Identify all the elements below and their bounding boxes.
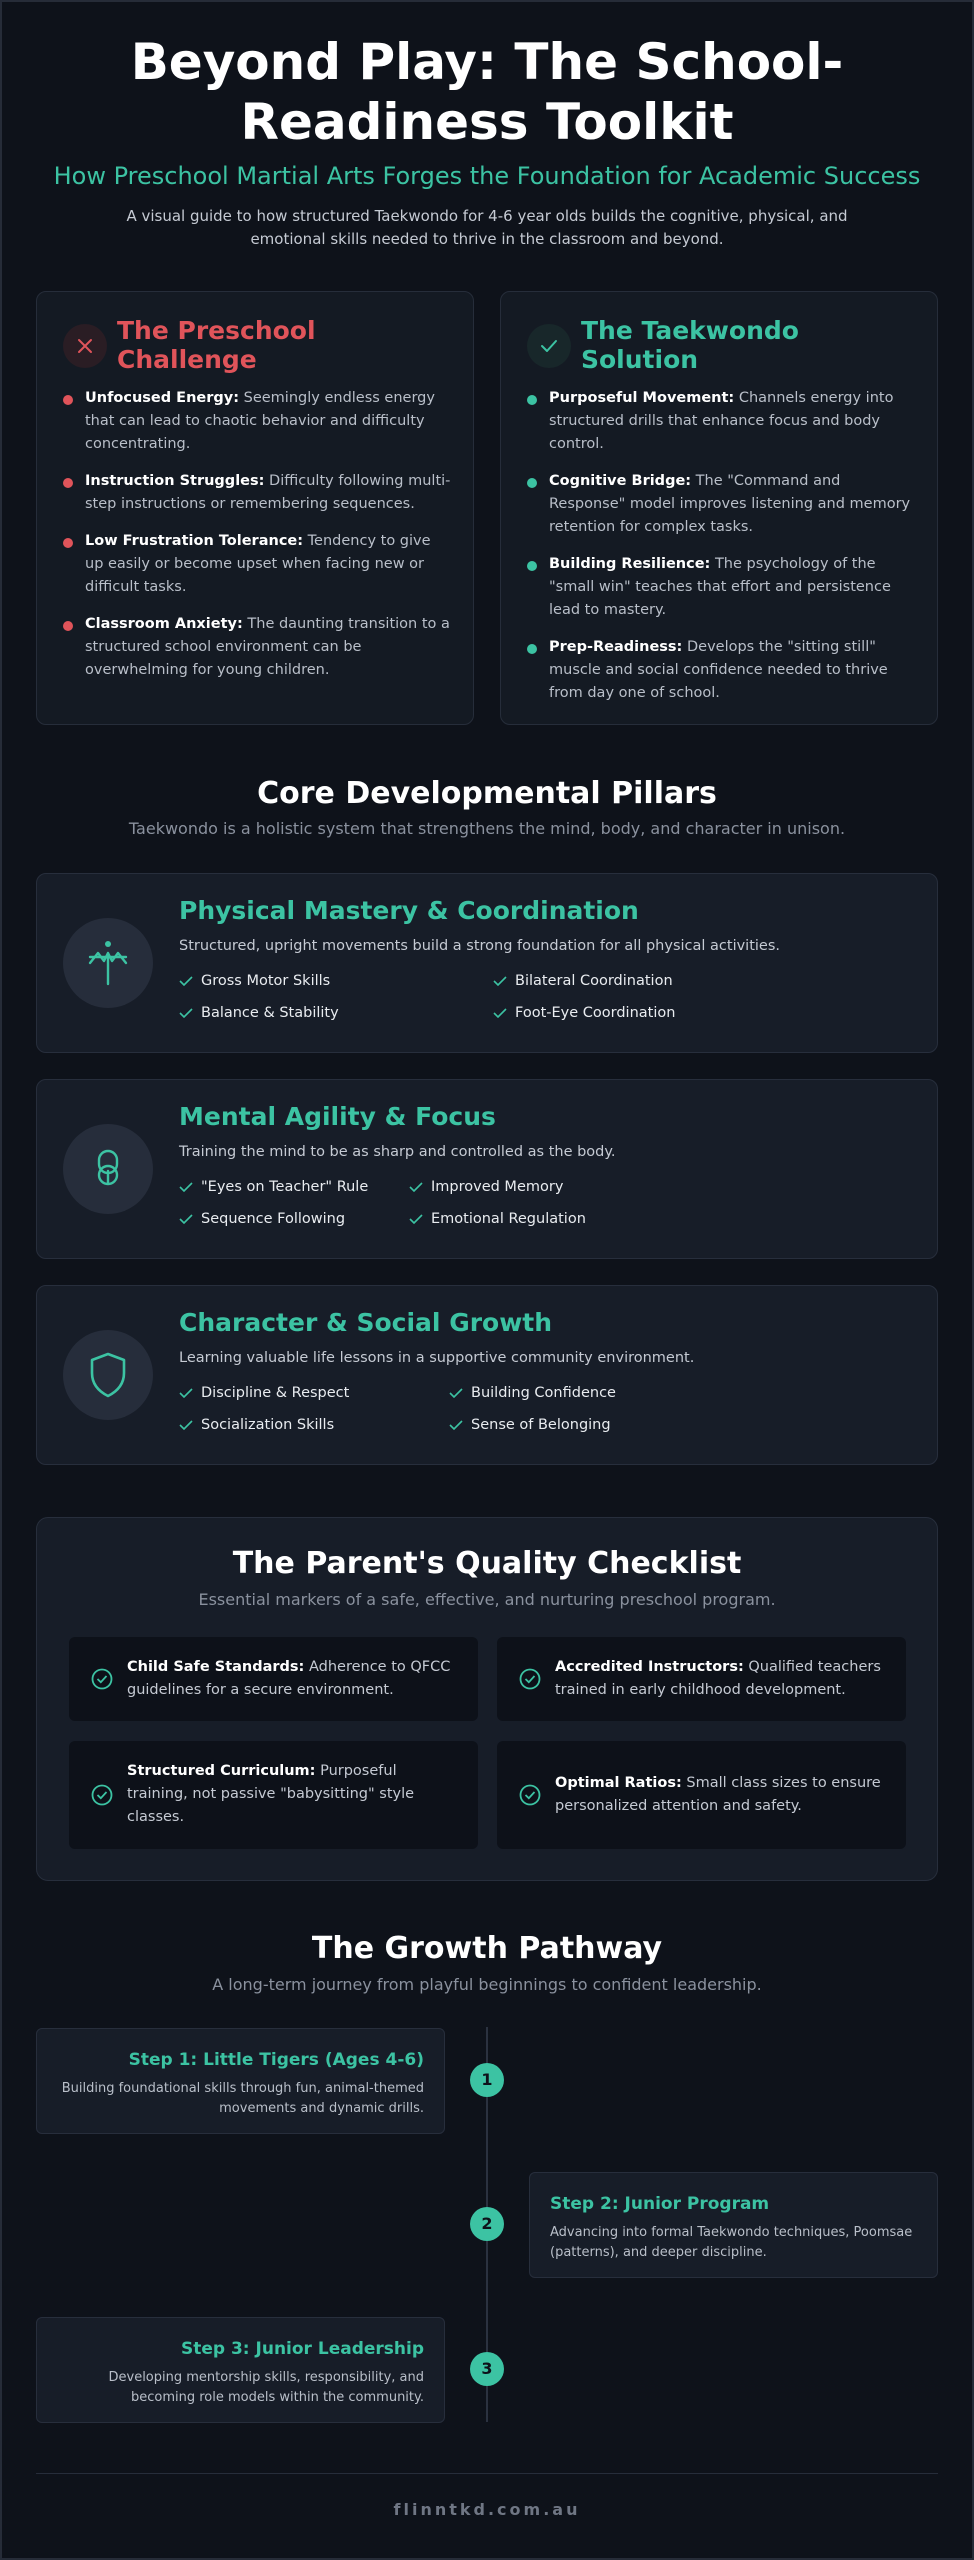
step-card-2 bbox=[529, 2172, 938, 2278]
challenge-item: Low Frustration Tolerance: Tendency to give up easily or become upset when facing new or difficult tasks. bbox=[63, 530, 453, 599]
pillar-feature: "Eyes on Teacher" Rule bbox=[179, 1177, 368, 1197]
checklist-term: Accredited Instructors: bbox=[555, 1659, 744, 1675]
solution-list bbox=[527, 387, 917, 719]
pillar-feature: Discipline & Respect bbox=[179, 1383, 349, 1403]
checklist-item bbox=[497, 1637, 906, 1721]
challenge-list bbox=[63, 387, 453, 696]
checklist-term: Structured Curriculum: bbox=[127, 1763, 316, 1779]
athlete-icon bbox=[63, 918, 153, 1008]
pillar-desc: Training the mind to be as sharp and controlled as the body. bbox=[179, 1144, 616, 1160]
page-title: Beyond Play: The School-Readiness Toolkit bbox=[130, 33, 844, 151]
step-desc: Building foundational skills through fun, animal-themed movements and dynamic drills. bbox=[61, 2081, 424, 2116]
step-title: Step 1: Little Tigers (Ages 4-6) bbox=[128, 2050, 424, 2070]
pathway-title: The Growth Pathway bbox=[311, 1931, 663, 1966]
solution-item: Purposeful Movement: Channels energy into structured drills that enhance focus and body control. bbox=[527, 387, 917, 456]
pillar-card-mental bbox=[36, 1079, 938, 1259]
checklist-term: Optimal Ratios: bbox=[555, 1775, 682, 1791]
pillar-feature: Sense of Belonging bbox=[449, 1415, 611, 1435]
challenge-item: Classroom Anxiety: The daunting transition to a structured school environment can be overwhelming for young children. bbox=[63, 613, 453, 682]
checklist-term: Child Safe Standards: bbox=[127, 1659, 305, 1675]
checklist-item bbox=[69, 1741, 478, 1849]
pathway-subtitle: A long-term journey from playful beginnings to confident leadership. bbox=[212, 1975, 762, 1994]
lock-icon bbox=[63, 1124, 153, 1214]
step-title: Step 3: Junior Leadership bbox=[180, 2339, 424, 2359]
solution-item: Building Resilience: The psychology of the "small win" teaches that effort and persistence lead to mastery. bbox=[527, 553, 917, 622]
step-title: Step 2: Junior Program bbox=[550, 2194, 770, 2214]
pillar-feature: Improved Memory bbox=[409, 1177, 563, 1197]
solution-card bbox=[500, 291, 938, 725]
challenge-item: Instruction Struggles: Difficulty following multi-step instructions or remembering sequences. bbox=[63, 470, 453, 516]
checklist-item bbox=[69, 1637, 478, 1721]
challenge-card bbox=[36, 291, 474, 725]
pillar-feature: Balance & Stability bbox=[179, 1003, 339, 1023]
pillar-feature: Gross Motor Skills bbox=[179, 971, 330, 991]
check-circle-icon bbox=[519, 1784, 541, 1806]
pillar-feature: Building Confidence bbox=[449, 1383, 616, 1403]
quality-checklist bbox=[36, 1517, 938, 1881]
checklist-text: Qualified teachers trained in early childhood development. bbox=[555, 1659, 881, 1698]
pillar-desc: Learning valuable life lessons in a supportive community environment. bbox=[179, 1350, 695, 1366]
step-number-1: 1 bbox=[470, 2063, 504, 2097]
close-icon bbox=[63, 324, 107, 368]
check-circle-icon bbox=[91, 1784, 113, 1806]
checklist-text: Purposeful training, not passive "babysitting" style classes. bbox=[127, 1763, 415, 1825]
pillar-desc: Structured, upright movements build a strong foundation for all physical activities. bbox=[179, 938, 781, 954]
solution-item: Cognitive Bridge: The "Command and Response" model improves listening and memory retention for complex tasks. bbox=[527, 470, 917, 539]
pillar-card-physical bbox=[36, 873, 938, 1053]
checklist-subtitle: Essential markers of a safe, effective, and nurturing preschool program. bbox=[198, 1590, 776, 1609]
checklist-text: Adherence to QFCC guidelines for a secure environment. bbox=[127, 1659, 451, 1698]
step-card-1 bbox=[36, 2028, 445, 2134]
step-number-3: 3 bbox=[470, 2352, 504, 2386]
pillar-feature: Foot-Eye Coordination bbox=[493, 1003, 675, 1023]
step-number-2: 2 bbox=[470, 2207, 504, 2241]
step-desc: Advancing into formal Taekwondo techniques, Poomsae (patterns), and deeper discipline. bbox=[550, 2225, 913, 2260]
solution-title: The Taekwondo Solution bbox=[581, 316, 799, 374]
checklist-title: The Parent's Quality Checklist bbox=[232, 1546, 742, 1581]
pillar-feature: Socialization Skills bbox=[179, 1415, 334, 1435]
pillar-card-character bbox=[36, 1285, 938, 1465]
pillar-title: Mental Agility & Focus bbox=[179, 1102, 496, 1131]
challenge-title: The Preschool Challenge bbox=[117, 316, 316, 374]
pillar-feature: Sequence Following bbox=[179, 1209, 345, 1229]
pillars-title: Core Developmental Pillars bbox=[257, 776, 717, 811]
pillar-title: Character & Social Growth bbox=[179, 1308, 553, 1337]
check-circle-icon bbox=[91, 1668, 113, 1690]
pillar-title: Physical Mastery & Coordination bbox=[179, 896, 639, 925]
checklist-text: Small class sizes to ensure personalized attention and safety. bbox=[555, 1775, 881, 1814]
checklist-item bbox=[497, 1741, 906, 1849]
pillar-feature: Emotional Regulation bbox=[409, 1209, 586, 1229]
page-subtitle: How Preschool Martial Arts Forges the Foundation for Academic Success bbox=[53, 162, 921, 190]
step-card-3 bbox=[36, 2317, 445, 2423]
footer-divider bbox=[36, 2473, 938, 2474]
pillars-subtitle: Taekwondo is a holistic system that strengthens the mind, body, and character in unison. bbox=[128, 819, 846, 838]
step-desc: Developing mentorship skills, responsibility, and becoming role models within the community. bbox=[108, 2370, 424, 2405]
footer-site-link[interactable]: flinntkd.com.au bbox=[393, 2500, 581, 2519]
shield-icon bbox=[63, 1330, 153, 1420]
check-circle-icon bbox=[519, 1668, 541, 1690]
page-intro: A visual guide to how structured Taekwondo for 4-6 year olds builds the cognitive, physical, and emotional skills needed to thrive in the classroom and beyond. bbox=[126, 207, 848, 248]
check-icon bbox=[527, 324, 571, 368]
challenge-item: Unfocused Energy: Seemingly endless energy that can lead to chaotic behavior and difficulty concentrating. bbox=[63, 387, 453, 456]
solution-item: Prep-Readiness: Develops the "sitting still" muscle and social confidence needed to thrive from day one of school. bbox=[527, 636, 917, 705]
pillar-feature: Bilateral Coordination bbox=[493, 971, 673, 991]
